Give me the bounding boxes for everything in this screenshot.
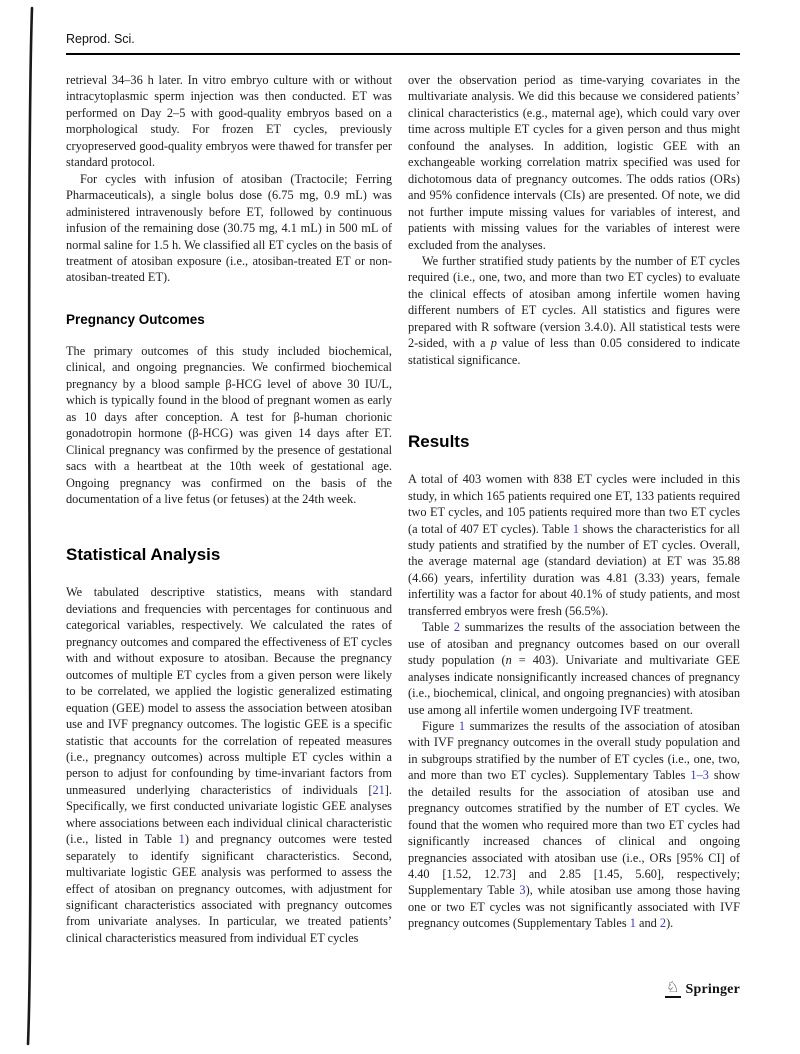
paragraph-results-overview [408,471,740,619]
text-segment: over the observation period as time-varying covariates in the multivariate analysis. We did this because we considered patients’ clinical characteristics (e.g., maternal age), which could vary over time across multiple ET cycles for a given person and thus might confound the analyses. In addition, logistic GEE with an exchangeable working correlation matrix specified was used for dichotomous data of pregnancy outcomes. The odds ratios (ORs) and 95% confidence intervals (CIs) are presented. Of note, we did not further impute missing values for variables of interest, and patients with missing values for the variables of interest were excluded from the analyses. [408,73,740,252]
text-segment: Table [422,620,454,635]
text-segment: ). [666,916,674,931]
text-segment: We tabulated descriptive statistics, means with standard deviations and frequencies with percentages for continuous and categorical variables, respectively. We calculated the rates of pregnancy outcomes and compared the effectiveness of ET cycles with and without exposure to atosiban. Because the pregnancy outcomes of multiple ET cycles from a given person were likely to be correlated, we applied the logistic generalized estimating equation (GEE) model to assess the association between atosiban use and IVF pregnancy outcomes. The logistic GEE is a specific statistic that accounts for the correlation of repeated measures (i.e., pregnancy outcomes) across multiple ET cycles within a person to adjust for confounding by time-invariant factors from unmeasured underlying characteristics of individuals [ [66,585,392,797]
springer-logo-icon: ♘ [666,980,680,996]
page-footer [665,981,740,998]
text-segment: value of less than 0.05 considered to indicate statistical significance. [408,336,740,367]
paragraph-stratification [408,253,740,368]
left-column [66,72,392,946]
header-rule [66,53,740,55]
text-segment: n [505,653,512,668]
reference-link[interactable]: 21 [372,782,385,797]
reference-link[interactable]: 1 [572,521,580,536]
text-segment: retrieval 34–36 h later. In vitro embryo culture with or without intracytoplasmic sperm injection was then conducted. ET was performed on Day 2–5 with good-quality embryos based on a morphological study. For frozen ET cycles, previously cryopreserved good-quality embryos were thawed for transfer per standard protocol. [66,73,392,170]
text-segment: ]. Specifically, we first conducted univariate logistic GEE analyses where associations between each individual clinical characteristic (i.e., listed in Table [66,782,392,847]
paragraph-pregnancy-outcomes [66,343,392,508]
text-segment: For cycles with infusion of atosiban (Tractocile; Ferring Pharmaceuticals), a single bolus dose (6.75 mg, 0.9 mL) was administered intravenously before ET, followed by continuous infusion of the remaining dose (30.75 mg, 4.1 mL) in 500 mL of normal saline for 1.5 h. We classified all ET cycles on the basis of treatment of atosiban exposure (i.e., atosiban-treated ET or non-atosiban-treated ET). [66,171,392,285]
paragraph-table2-summary [408,619,740,718]
paragraph-atosiban-protocol [66,171,392,286]
paragraph-statistical-analysis [66,584,392,946]
page-header [66,32,740,55]
journal-name: Reprod. Sci. [66,32,135,46]
text-segment: Figure [422,718,459,733]
reference-link[interactable]: 1 [178,832,185,847]
reference-link[interactable]: 2 [659,916,667,931]
section-heading-results: Results [408,432,470,452]
text-segment: summarizes the results of the association of atosiban with IVF pregnancy outcomes in the overall study population and in subgroups stratified by the number of ET cycles (i.e., one, two, and more than two ET cycles). Supplementary Tables [408,718,740,783]
text-segment: show the detailed results for the association of atosiban use and pregnancy outcomes stratified by the number of ET cycles. We found that the women who required more than two ET cycles had significantly increased chances of clinical and ongoing pregnancies associated with atosiban use (i.e., ORs [95% CI] of 4.40 [1.52, 12.73] and 2.85 [1.45, 5.60], respectively; Supplementary Table [408,768,740,898]
text-segment: A total of 403 women with 838 ET cycles were included in this study, in which 165 patients required one ET, 133 patients required two ET cycles, and 105 patients required more than two ET cycles (a total of 407 ET cycles). Table [408,472,740,536]
subsection-heading-pregnancy-outcomes: Pregnancy Outcomes [66,311,205,327]
scan-edge-artifact-line [22,6,38,1046]
section-heading-statistical-analysis: Statistical Analysis [66,545,221,565]
text-segment: = 403). Univariate and multivariate GEE analyses indicate nonsignificantly increased chances of pregnancy (i.e., biochemical, clinical, and ongoing pregnancies) with atosiban use among all infertile women undergoing IVF treatment. [408,653,740,717]
paragraph-methods-continuation [66,72,392,171]
text-segment: We further stratified study patients by the number of ET cycles required (i.e., one, two, and more than two ET cycles) to evaluate the clinical effects of atosiban among infertile women having different numbers of ET cycles. All statistics and figures were prepared with R software (version 3.4.0). All statistical tests were 2-sided, with a [408,253,740,351]
publisher-name: Springer [685,981,740,997]
text-segment: and [635,916,660,931]
paragraph-covariates-continuation [408,72,740,253]
right-column [408,72,740,946]
reference-link[interactable]: 2 [453,620,461,635]
reference-link[interactable]: 1–3 [690,768,709,783]
text-segment: shows the characteristics for all study patients and stratified by the number of ET cycles. Overall, the average maternal age (standard deviation) at ET was 35.88 (4.66) years, infertility duration was 4.81 (3.33) years, female infertility was a factor for about 40.1% of study patients, and most transferred embryos were fresh (56.5%). [408,521,740,618]
reference-link[interactable]: 1 [458,718,466,733]
article-body [66,72,740,946]
text-segment: ) and pregnancy outcomes were tested separately to identify significant characteristics. Second, multivariate logistic GEE analysis was performed to assess the effect of atosiban on pregnancy outcomes, with adjustment for significant characteristics associated with pregnancy outcomes from univariate analyses. In particular, we treated patients’ clinical characteristics measured from individual ET cycles [66,832,392,945]
text-segment: summarizes the results of the association between the use of atosiban and pregnancy outcomes based on our overall study population ( [408,620,741,668]
text-segment: ), while atosiban use among those having one or two ET cycles was not significantly associated with IVF pregnancy outcomes (Supplementary Tables [408,883,740,931]
text-segment: The primary outcomes of this study included biochemical, clinical, and ongoing pregnancies. We confirmed biochemical pregnancy by a blood sample β-HCG level of above 30 IU/L, which is typically found in the blood of pregnant women as early as 10 days after conception. A test for β-human chorionic gonadotropin hormone (β-HCG) was given 14 days after ET. Clinical pregnancy was confirmed by the presence of gestational sacs with a heartbeat at the 10th week of gestational age. Ongoing pregnancy was confirmed on the basis of the documentation of a live fetus (or fetuses) at the 24th week. [66,343,392,506]
text-segment: p [490,336,497,351]
paragraph-figure1-summary [408,718,740,932]
reference-link[interactable]: 1 [629,916,636,931]
reference-link[interactable]: 3 [519,883,526,898]
